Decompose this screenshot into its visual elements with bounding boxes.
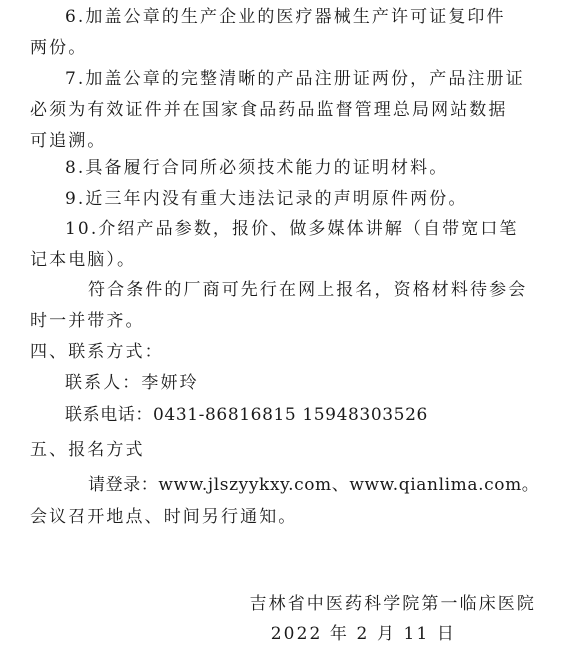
note-line-1: 符合条件的厂商可先行在网上报名，资格材料待参会	[88, 280, 528, 300]
item-10-line-2: 记本电脑）。	[30, 250, 137, 270]
section-five-heading: 五、报名方式	[30, 440, 145, 460]
contact-person: 联系人：李妍玲	[65, 373, 199, 393]
item-7-line-3: 可追溯。	[30, 131, 107, 151]
item-6-line-1: 6.加盖公章的生产企业的医疗器械生产许可证复印件	[65, 7, 506, 27]
item-7-line-1: 7.加盖公章的完整清晰的产品注册证两份，产品注册证	[65, 69, 525, 89]
item-9-line: 9.近三年内没有重大违法记录的声明原件两份。	[65, 189, 468, 209]
registration-websites: 请登录：www.jlszyykxy.com、www.qianlima.com。	[88, 475, 540, 495]
section-four-heading: 四、联系方式：	[30, 342, 164, 362]
meeting-notice: 会议召开地点、时间另行通知。	[30, 507, 298, 527]
signature-date: 2022 年 2 月 11 日	[270, 624, 456, 644]
contact-phone: 联系电话：0431-86816815 15948303526	[65, 405, 428, 425]
item-7-line-2: 必须为有效证件并在国家食品药品监督管理总局网站数据	[30, 100, 508, 120]
item-6-line-2: 两份。	[30, 38, 88, 58]
item-8-line: 8.具备履行合同所必须技术能力的证明材料。	[65, 158, 449, 178]
signature-organization: 吉林省中医药科学院第一临床医院	[249, 594, 536, 614]
note-line-2: 时一并带齐。	[30, 311, 145, 331]
item-10-line-1: 10.介绍产品参数，报价、做多媒体讲解（自带宽口笔	[65, 219, 519, 239]
